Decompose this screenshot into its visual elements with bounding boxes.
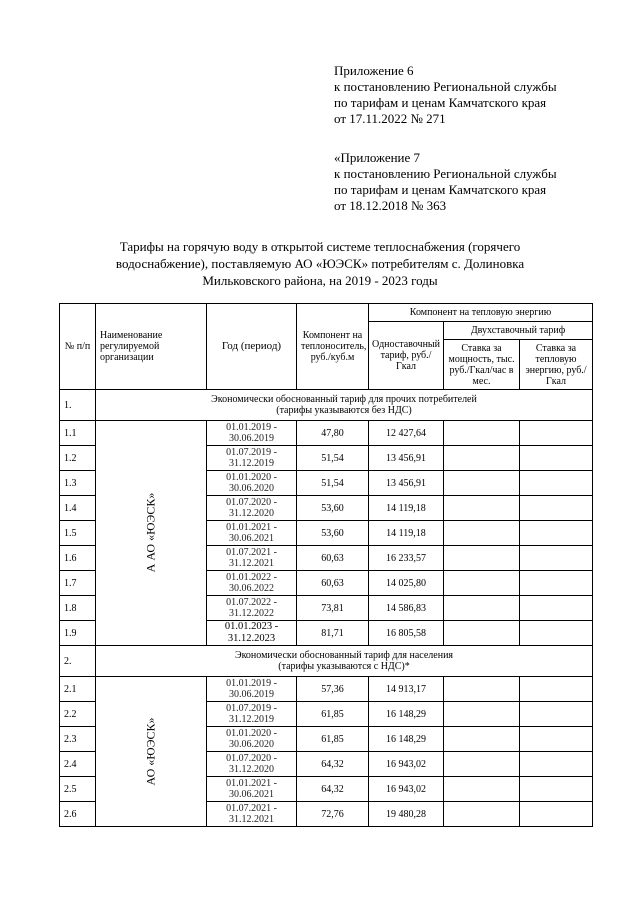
- row-number: 2.3: [60, 727, 96, 752]
- appendix-line: от 17.11.2022 № 271: [334, 111, 446, 126]
- table-row: [60, 421, 593, 446]
- energy-rate-value: [520, 471, 593, 496]
- energy-rate-value: [520, 702, 593, 727]
- period-cell: 01.01.2022 - 30.06.2022: [207, 571, 297, 596]
- capacity-rate-value: [444, 802, 520, 827]
- period-cell: 01.07.2021 - 31.12.2021: [207, 802, 297, 827]
- carrier-value: 61,85: [297, 727, 369, 752]
- period-cell: 01.01.2023 - 31.12.2023: [207, 621, 297, 646]
- energy-rate-value: [520, 777, 593, 802]
- header-single-rate: Одноставочный тариф, руб./Гкал: [369, 322, 444, 390]
- header-capacity-rate: Ставка за мощность, тыс. руб./Гкал/час в мес.: [444, 340, 520, 390]
- single-rate-value: 13 456,91: [369, 471, 444, 496]
- section-header-row: [60, 646, 593, 677]
- header-year: Год (период): [207, 304, 297, 390]
- capacity-rate-value: [444, 521, 520, 546]
- row-number: 1.6: [60, 546, 96, 571]
- capacity-rate-value: [444, 752, 520, 777]
- carrier-value: 53,60: [297, 496, 369, 521]
- carrier-value: 64,32: [297, 777, 369, 802]
- capacity-rate-value: [444, 677, 520, 702]
- row-number: 2.2: [60, 702, 96, 727]
- energy-rate-value: [520, 421, 593, 446]
- single-rate-value: 16 148,29: [369, 727, 444, 752]
- carrier-value: 51,54: [297, 471, 369, 496]
- energy-rate-value: [520, 621, 593, 646]
- single-rate-value: 14 586,83: [369, 596, 444, 621]
- row-number: 2.5: [60, 777, 96, 802]
- capacity-rate-value: [444, 421, 520, 446]
- period-cell: 01.01.2019 - 30.06.2019: [207, 677, 297, 702]
- capacity-rate-value: [444, 546, 520, 571]
- carrier-value: 60,63: [297, 546, 369, 571]
- appendix-line: к постановлению Региональной службы: [334, 166, 557, 181]
- section-title: [96, 390, 593, 421]
- capacity-rate-value: [444, 471, 520, 496]
- row-number: 1.5: [60, 521, 96, 546]
- header-energy-rate: Ставка за тепловую энергию, руб./Гкал: [520, 340, 593, 390]
- capacity-rate-value: [444, 702, 520, 727]
- row-number: 1.9: [60, 621, 96, 646]
- org-name-text: АО «ЮЭСК»: [143, 717, 158, 785]
- appendix-line: к постановлению Региональной службы: [334, 79, 557, 94]
- carrier-value: 64,32: [297, 752, 369, 777]
- org-name-vertical: [96, 677, 207, 827]
- single-rate-value: 14 913,17: [369, 677, 444, 702]
- row-number: 1.2: [60, 446, 96, 471]
- row-number: 2.1: [60, 677, 96, 702]
- carrier-value: 61,85: [297, 702, 369, 727]
- appendix-line: по тарифам и ценам Камчатского края: [334, 182, 547, 197]
- appendix-line: Приложение 6: [334, 63, 414, 78]
- energy-rate-value: [520, 727, 593, 752]
- header-num: № п/п: [60, 304, 96, 390]
- appendix-line: по тарифам и ценам Камчатского края: [334, 95, 547, 110]
- period-cell: 01.07.2020 - 31.12.2020: [207, 752, 297, 777]
- single-rate-value: 12 427,64: [369, 421, 444, 446]
- period-cell: 01.07.2021 - 31.12.2021: [207, 546, 297, 571]
- title-line: Тарифы на горячую воду в открытой системе теплоснабжения (горячего: [119, 239, 521, 254]
- table-row: [60, 677, 593, 702]
- section-note-text: (тарифы указываются без НДС): [276, 405, 412, 416]
- single-rate-value: 19 480,28: [369, 802, 444, 827]
- section-title-text: Экономически обоснованный тариф для населения: [234, 650, 454, 661]
- single-rate-value: 14 025,80: [369, 571, 444, 596]
- row-number: 1.8: [60, 596, 96, 621]
- capacity-rate-value: [444, 446, 520, 471]
- period-cell: 01.07.2019 - 31.12.2019: [207, 702, 297, 727]
- period-cell: 01.01.2019 - 30.06.2019: [207, 421, 297, 446]
- carrier-value: 73,81: [297, 596, 369, 621]
- appendix-header-original: [334, 150, 634, 214]
- section-number: 2.: [60, 646, 96, 677]
- org-name-text: А АО «ЮЭСК»: [143, 492, 158, 573]
- single-rate-value: 16 943,02: [369, 752, 444, 777]
- title-line: Мильковского района, на 2019 - 2023 годы: [202, 273, 438, 288]
- carrier-value: 47,80: [297, 421, 369, 446]
- section-note-text: (тарифы указываются с НДС)*: [278, 661, 410, 672]
- title-line: водоснабжение), поставляемую АО «ЮЭСК» потребителям с. Долиновка: [115, 256, 525, 271]
- single-rate-value: 13 456,91: [369, 446, 444, 471]
- row-number: 1.7: [60, 571, 96, 596]
- single-rate-value: 16 148,29: [369, 702, 444, 727]
- tariff-table: [59, 303, 593, 827]
- energy-rate-value: [520, 546, 593, 571]
- energy-rate-value: [520, 677, 593, 702]
- capacity-rate-value: [444, 596, 520, 621]
- period-cell: 01.07.2020 - 31.12.2020: [207, 496, 297, 521]
- single-rate-value: 16 805,58: [369, 621, 444, 646]
- header-carrier: Компонент на теплоноситель, руб./куб.м: [297, 304, 369, 390]
- header-thermal: Компонент на тепловую энергию: [369, 304, 593, 322]
- capacity-rate-value: [444, 777, 520, 802]
- carrier-value: 51,54: [297, 446, 369, 471]
- period-cell: 01.01.2021 - 30.06.2021: [207, 521, 297, 546]
- section-number: 1.: [60, 390, 96, 421]
- section-title-text: Экономически обоснованный тариф для прочих потребителей: [211, 394, 477, 405]
- row-number: 1.3: [60, 471, 96, 496]
- energy-rate-value: [520, 802, 593, 827]
- energy-rate-value: [520, 752, 593, 777]
- energy-rate-value: [520, 521, 593, 546]
- period-cell: 01.01.2020 - 30.06.2020: [207, 727, 297, 752]
- row-number: 1.1: [60, 421, 96, 446]
- period-cell: 01.07.2022 - 31.12.2022: [207, 596, 297, 621]
- document-title: [60, 238, 580, 289]
- header-two-rate: Двухставочный тариф: [444, 322, 593, 340]
- period-cell: 01.07.2019 - 31.12.2019: [207, 446, 297, 471]
- carrier-value: 53,60: [297, 521, 369, 546]
- capacity-rate-value: [444, 621, 520, 646]
- section-header-row: [60, 390, 593, 421]
- appendix-line: «Приложение 7: [334, 150, 421, 165]
- energy-rate-value: [520, 571, 593, 596]
- carrier-value: 72,76: [297, 802, 369, 827]
- carrier-value: 60,63: [297, 571, 369, 596]
- row-number: 2.4: [60, 752, 96, 777]
- appendix-header-current: [334, 63, 634, 127]
- capacity-rate-value: [444, 496, 520, 521]
- single-rate-value: 14 119,18: [369, 496, 444, 521]
- capacity-rate-value: [444, 571, 520, 596]
- single-rate-value: 16 233,57: [369, 546, 444, 571]
- header-org: Наименование регулируемой организации: [96, 304, 207, 390]
- section-title: [96, 646, 593, 677]
- energy-rate-value: [520, 446, 593, 471]
- energy-rate-value: [520, 496, 593, 521]
- carrier-value: 81,71: [297, 621, 369, 646]
- single-rate-value: 16 943,02: [369, 777, 444, 802]
- period-cell: 01.01.2020 - 30.06.2020: [207, 471, 297, 496]
- carrier-value: 57,36: [297, 677, 369, 702]
- org-name-vertical: [96, 421, 207, 646]
- period-cell: 01.01.2021 - 30.06.2021: [207, 777, 297, 802]
- single-rate-value: 14 119,18: [369, 521, 444, 546]
- row-number: 1.4: [60, 496, 96, 521]
- capacity-rate-value: [444, 727, 520, 752]
- row-number: 2.6: [60, 802, 96, 827]
- energy-rate-value: [520, 596, 593, 621]
- appendix-line: от 18.12.2018 № 363: [334, 198, 447, 213]
